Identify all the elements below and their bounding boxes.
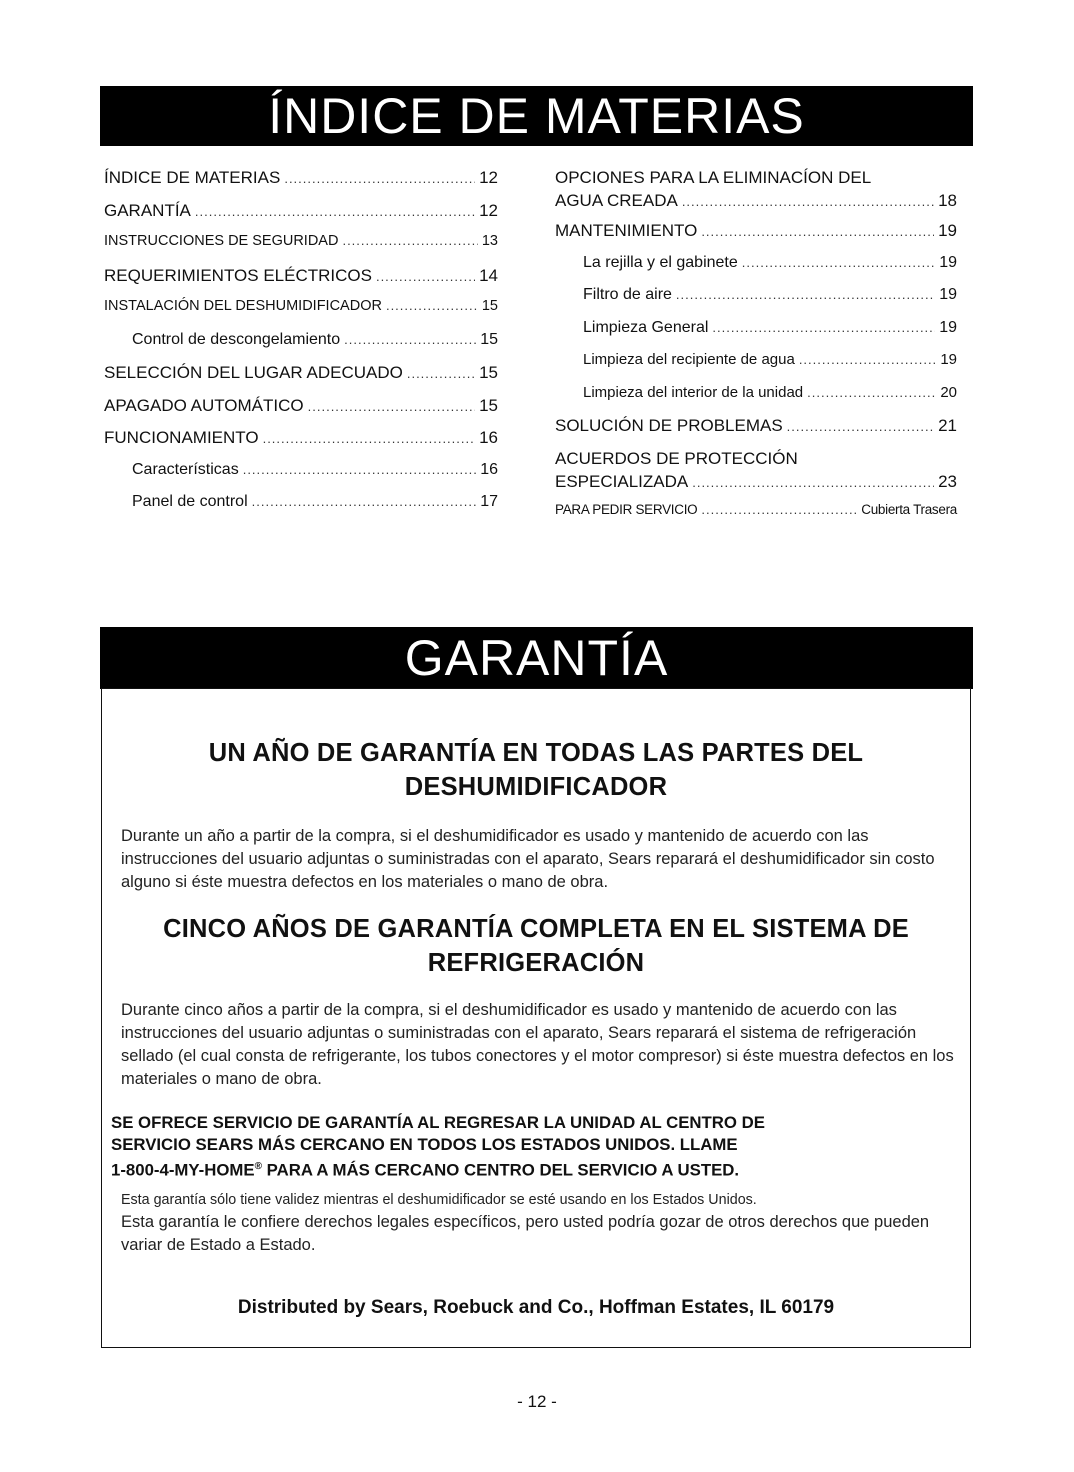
toc-entry-page: 21 xyxy=(938,416,957,435)
toc-entry xyxy=(104,461,498,494)
toc-leader-dots xyxy=(407,366,475,381)
toc-leader-dots xyxy=(243,462,477,477)
toc-entry-page: Cubierta Trasera xyxy=(861,501,957,517)
toc-leader-dots xyxy=(742,255,935,270)
toc-entry-page: 15 xyxy=(479,395,498,415)
warranty-paragraph-five-years: Durante cinco años a partir de la compra, si el deshumidificador es usado y mantenido de acuerdo con las instrucciones del usuario adjuntas o suministradas con el aparato, Sears reparará el sistema de refrigeración sellado (el cual consta de refrigerante, los tubos conectores y el motor compresor) si éste muestra defectos en los materiales o mano de obra. xyxy=(121,1001,954,1088)
toc-leader-dots xyxy=(807,385,936,400)
toc-leader-dots xyxy=(342,233,477,248)
toc-entry xyxy=(555,351,957,384)
toc-entry xyxy=(104,428,498,461)
toc-entry xyxy=(555,449,957,498)
toc-entry-label: ÍNDICE DE MATERIAS xyxy=(104,168,281,187)
toc-entry-page: 19 xyxy=(938,221,957,240)
toc-leader-dots xyxy=(701,502,857,517)
toc-entry-label: Limpieza General xyxy=(583,318,709,336)
toc-leader-dots xyxy=(386,298,478,313)
service-line xyxy=(111,1156,961,1182)
toc-leader-dots xyxy=(376,269,475,284)
toc-right-column xyxy=(555,168,957,534)
toc-leader-dots xyxy=(284,171,475,186)
toc-entry-label: Características xyxy=(132,460,239,478)
toc-leader-dots xyxy=(682,194,934,209)
warranty-heading-one-year xyxy=(102,736,970,804)
toc-entry-page: 19 xyxy=(939,318,957,336)
toc-entry xyxy=(555,384,957,417)
toc-entry xyxy=(555,502,957,535)
toc-entry xyxy=(555,286,957,319)
toc-entry-page: 12 xyxy=(479,200,498,220)
toc-entry-page: 14 xyxy=(479,265,498,285)
toc-entry-page: 17 xyxy=(480,493,498,510)
warranty-box xyxy=(101,688,971,1348)
toc-leader-dots xyxy=(701,224,934,239)
heading-line: UN AÑO DE GARANTÍA EN TODAS LAS PARTES DEL xyxy=(208,739,864,767)
toc-entry-page: 19 xyxy=(940,351,957,368)
heading-line: CINCO AÑOS DE GARANTÍA COMPLETA EN EL SISTEMA DE xyxy=(163,915,909,943)
toc-leader-dots xyxy=(676,287,935,302)
toc-title-banner: ÍNDICE DE MATERIAS xyxy=(100,86,973,146)
toc-entry-label: SELECCIÓN DEL LUGAR ADECUADO xyxy=(104,363,403,382)
toc-entry-page: 12 xyxy=(479,168,498,187)
service-line: SERVICIO SEARS MÁS CERCANO EN TODOS LOS ESTADOS UNIDOS. LLAME xyxy=(111,1135,738,1154)
toc-leader-dots xyxy=(692,475,934,490)
toc-entry-page: 15 xyxy=(481,298,498,314)
warranty-service-notice xyxy=(111,1112,961,1182)
toc-entry xyxy=(104,168,498,201)
registered-mark: ® xyxy=(254,1161,262,1172)
toc-leader-dots xyxy=(308,399,475,414)
toc-entry-page: 23 xyxy=(938,471,957,491)
warranty-paragraph-one-year: Durante un año a partir de la compra, si el deshumidificador es usado y mantenido de acuerdo con las instrucciones del usuario adjuntas o suministradas con el aparato, Sears reparará el deshumidificador sin costo alguno si éste muestra defectos en los materiales o mano de obra. xyxy=(121,827,935,891)
toc-entry-label: GARANTÍA xyxy=(104,200,191,220)
warranty-fine-print xyxy=(121,1189,961,1257)
toc-entry xyxy=(104,331,498,364)
toc-entry-page: 15 xyxy=(479,363,498,382)
toc-entry xyxy=(555,168,957,217)
toc-entry xyxy=(104,298,498,331)
toc-leader-dots xyxy=(263,431,476,446)
toc-entry-label: Panel de control xyxy=(132,493,248,510)
toc-leader-dots xyxy=(712,320,935,335)
warranty-heading-five-years xyxy=(102,912,970,980)
service-line: SE OFRECE SERVICIO DE GARANTÍA AL REGRESAR LA UNIDAD AL CENTRO DE xyxy=(111,1113,765,1132)
toc-entry-label: Limpieza del recipiente de agua xyxy=(583,351,795,368)
toc-entry xyxy=(104,233,498,266)
service-line-rest: PARA A MÁS CERCANO CENTRO DEL SERVICIO A USTED. xyxy=(261,1160,740,1180)
page-number: - 12 - xyxy=(517,1392,557,1411)
toc-entry-label: MANTENIMIENTO xyxy=(555,221,698,240)
service-phone: 1-800-4-MY-HOME xyxy=(111,1160,255,1180)
toc-entry-label-line1: ACUERDOS DE PROTECCIÓN xyxy=(555,448,798,468)
toc-leader-dots xyxy=(252,494,477,509)
toc-entry-page: 19 xyxy=(939,286,957,303)
toc-entry-page: 20 xyxy=(940,383,957,401)
toc-entry-label: Control de descongelamiento xyxy=(132,330,341,348)
heading-line: REFRIGERACIÓN xyxy=(427,949,645,977)
toc-entry-page: 19 xyxy=(939,253,957,271)
toc-entry-page: 16 xyxy=(479,428,498,447)
toc-entry-label: SOLUCIÓN DE PROBLEMAS xyxy=(555,416,783,435)
toc-entry xyxy=(104,396,498,429)
warranty-title-banner: GARANTÍA xyxy=(100,627,973,689)
toc-entry xyxy=(555,221,957,254)
toc-entry-label: PARA PEDIR SERVICIO xyxy=(555,501,698,517)
toc-entry-label: AGUA CREADA xyxy=(555,191,678,210)
toc-entry-label: INSTALACIÓN DEL DESHUMIDIFICADOR xyxy=(104,298,382,314)
toc-entry xyxy=(104,493,498,526)
toc-leader-dots xyxy=(195,204,475,219)
toc-entry-label: INSTRUCCIONES DE SEGURIDAD xyxy=(104,233,339,249)
toc-entry-label: FUNCIONAMIENTO xyxy=(104,428,259,447)
toc-entry-page: 18 xyxy=(938,191,957,210)
fine-print-line: Esta garantía sólo tiene validez mientras el deshumidificador se esté usando en los Estados Unidos. xyxy=(121,1192,757,1208)
toc-entry-label: REQUERIMIENTOS ELÉCTRICOS xyxy=(104,265,372,285)
toc-entry-label: APAGADO AUTOMÁTICO xyxy=(104,395,304,415)
toc-leader-dots xyxy=(799,352,937,367)
toc-left-column xyxy=(104,168,498,526)
heading-line: DESHUMIDIFICADOR xyxy=(404,773,668,801)
toc-leader-dots xyxy=(344,332,476,347)
toc-entry-label: La rejilla y el gabinete xyxy=(583,253,738,271)
toc-entry-label: Limpieza del interior de la unidad xyxy=(583,383,804,401)
toc-entry xyxy=(555,416,957,449)
toc-entry-page: 13 xyxy=(481,233,498,249)
toc-entry xyxy=(104,201,498,234)
toc-entry xyxy=(104,266,498,299)
toc-entry-label: Filtro de aire xyxy=(583,286,672,303)
toc-entry xyxy=(555,319,957,352)
toc-entry-label-line1: OPCIONES PARA LA ELIMINACÍON DEL xyxy=(555,168,872,187)
toc-entry-page: 16 xyxy=(480,460,498,478)
toc-leader-dots xyxy=(787,419,934,434)
toc-entry xyxy=(104,363,498,396)
distributor-line: Distributed by Sears, Roebuck and Co., Hoffman Estates, IL 60179 xyxy=(237,1297,835,1318)
fine-print-paragraph: Esta garantía le confiere derechos legales específicos, pero usted podría gozar de otros derechos que pueden variar de Estado a Estado. xyxy=(121,1213,930,1254)
toc-entry-page: 15 xyxy=(480,330,498,348)
toc-entry xyxy=(555,254,957,287)
toc-entry-label: ESPECIALIZADA xyxy=(555,471,689,491)
